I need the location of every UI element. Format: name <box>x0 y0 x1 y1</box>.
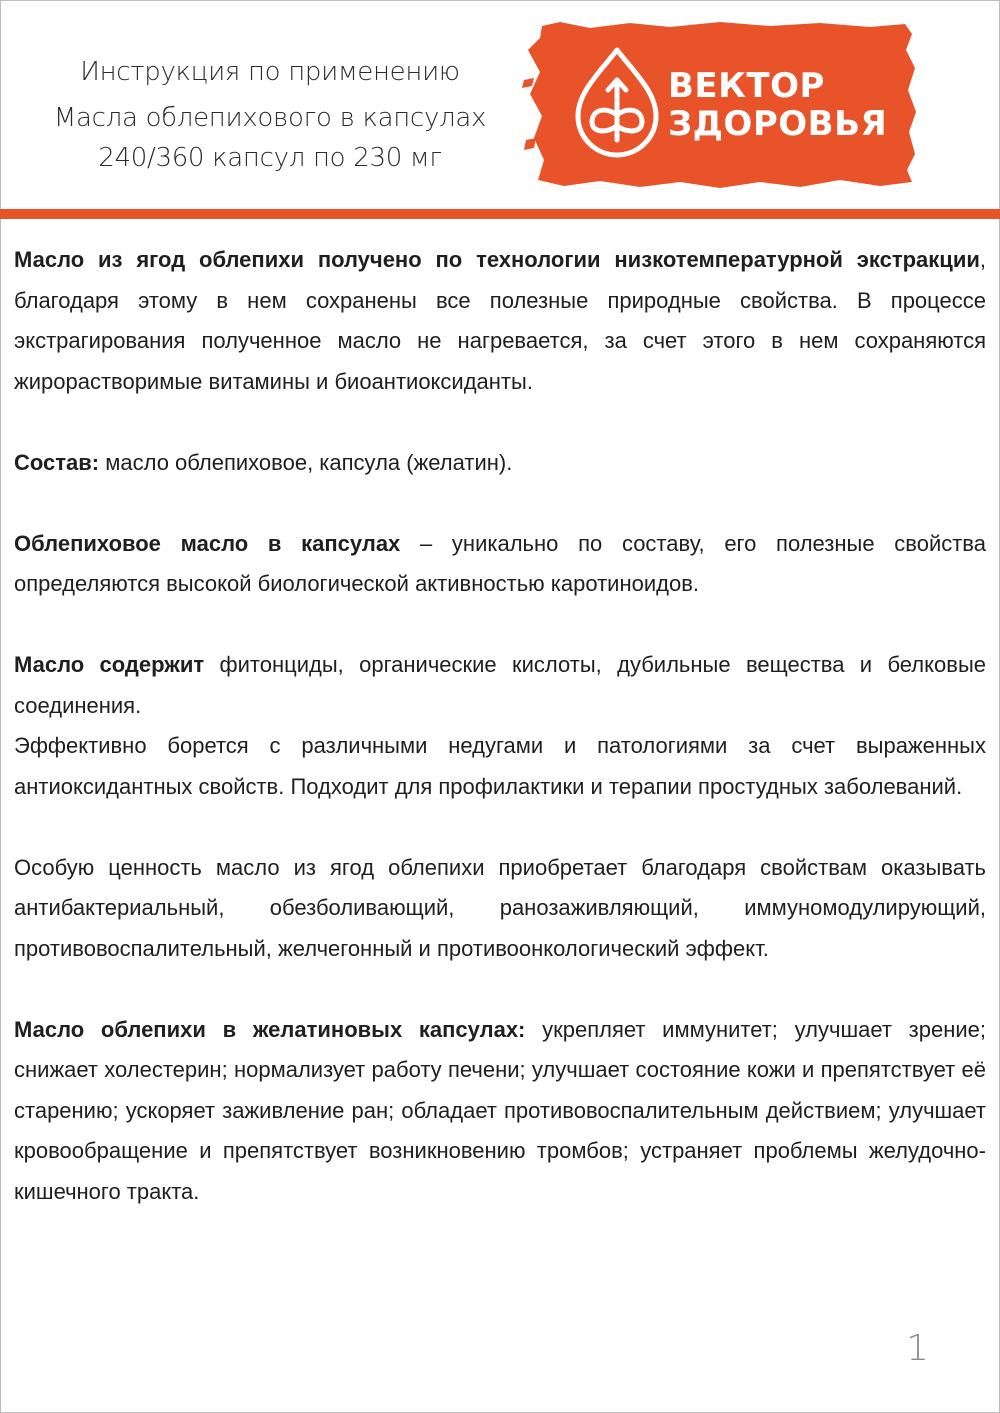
paragraph-contains <box>14 645 986 726</box>
paragraph-text: фитонциды, органические кислоты, дубильные вещества и белковые соединения. <box>14 652 986 718</box>
paragraph-text: масло облепиховое, капсула (желатин). <box>99 449 513 475</box>
title-line-2: Масла облепихового в капсулах <box>53 103 487 133</box>
brand-logo <box>520 20 920 190</box>
paragraph-lead: Состав: <box>14 449 100 475</box>
paragraph-lead: Масло содержит <box>14 652 205 677</box>
title-line-3: 240/360 капсул по 230 мг <box>98 143 442 173</box>
paragraph-text: , благодаря этому в нем сохранены все полезные природные свойства. В процессе экстрагирования полученное масло не нагревается, за счет этого в нем сохраняются жирорастворимые витамины и биоантиоксиданты. <box>14 247 986 394</box>
logo-line-2: ЗДОРОВЬЯ <box>668 104 888 144</box>
paragraph-composition <box>14 443 986 484</box>
paragraph-benefits <box>14 1010 986 1213</box>
paragraph-value <box>14 848 986 970</box>
paragraph-text: укрепляет иммунитет; улучшает зрение; снижает холестерин; нормализует работу печени; улучшает состояние кожи и препятствует её старению; ускоряет заживление ран; обладает противовоспалительным действием; улучшает кровообращение и препятствует возникновению тромбов; устраняет проблемы желудочно-кишечного тракта. <box>14 1016 986 1204</box>
header-divider <box>0 209 1000 219</box>
logo-line-1: ВЕКТОР <box>668 66 825 106</box>
paragraph-capsules <box>14 524 986 605</box>
paragraph-text: Эффективно борется с различными недугами и патологиями за счет выраженных антиоксидантных свойств. Подходит для профилактики и терапии простудных заболеваний. <box>14 733 986 799</box>
paragraph-lead: Масло облепихи в желатиновых капсулах: <box>14 1016 526 1042</box>
paragraph-text: – уникально по составу, его полезные свойства определяются высокой биологической активностью каротиноидов. <box>14 530 986 596</box>
document-body <box>14 240 986 1253</box>
paragraph-extraction <box>14 240 986 402</box>
paragraph-effective <box>14 726 986 807</box>
paragraph-lead: Облепиховое масло в капсулах <box>14 530 401 556</box>
page-number: 1 <box>906 1328 929 1369</box>
paragraph-text: Особую ценность масло из ягод облепихи приобретает благодаря свойствам оказывать антибактериальный, обезболивающий, ранозаживляющий, иммуномодулирующий, противовоспалительный, желчегонный и противоонкологический эффект. <box>14 854 986 961</box>
logo-wordmark <box>668 67 887 143</box>
document-title <box>30 52 510 178</box>
paragraph-lead: Масло из ягод облепихи получено по технологии низкотемпературной экстракции <box>14 247 980 272</box>
title-line-1: Инструкция по применению <box>80 57 460 87</box>
